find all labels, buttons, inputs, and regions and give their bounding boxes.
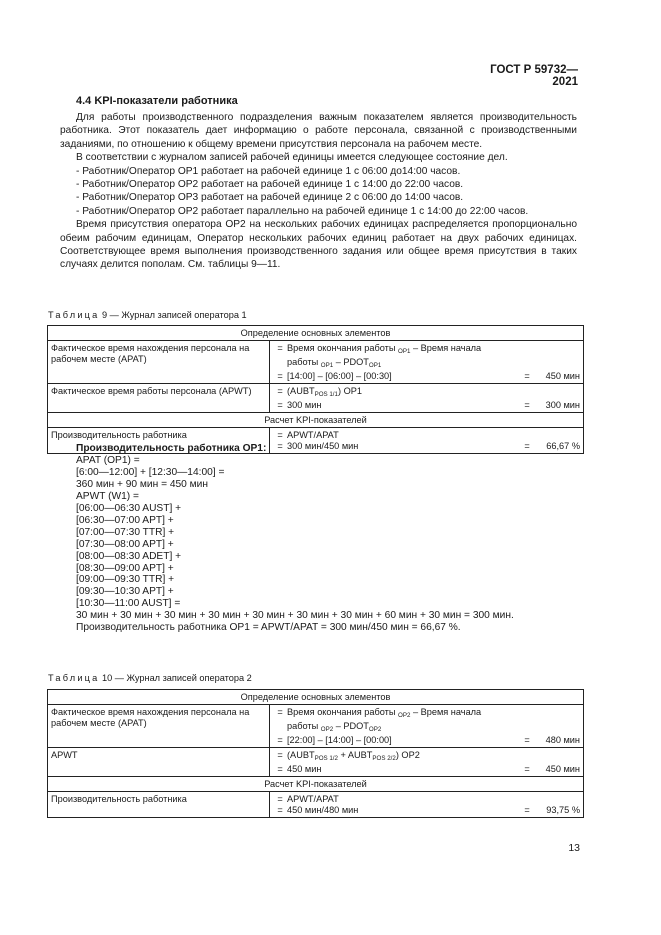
table-9-productivity-label: Производительность работника bbox=[48, 428, 270, 454]
caption-text: 9 — Журнал записей оператора 1 bbox=[102, 310, 247, 320]
caption-word: Таблица bbox=[48, 310, 100, 320]
list-item: - Работник/Оператор ОР2 работает на рабочей единице 1 с 14:00 до 22:00 часов. bbox=[76, 179, 464, 191]
table-10-productivity-value: 93,75 % bbox=[546, 805, 580, 815]
intro-paragraph-3: Время присутствия оператора ОР2 на нескольких рабочих единицах распределяется пропорционально обеим рабочим единицам, Оператор нескольких рабочих единиц работает на двух рабочих единицах. Соответствующее время выполнения производственного задания или общее время присутствия в таких случаях делится пополам. См. таблицы 9—11. bbox=[60, 219, 577, 271]
table-9-caption bbox=[48, 310, 247, 320]
table-9-apat-label: Фактическое время нахождения персонала на рабочем месте (APAT) bbox=[48, 341, 270, 384]
calc-line: [06:30—07:00 APT] + bbox=[76, 514, 174, 526]
table-10-productivity-formula: = APWT/APAT = 450 мин/480 мин = 93,75 % bbox=[270, 792, 584, 818]
caption-text: 10 — Журнал записей оператора 2 bbox=[102, 673, 252, 683]
calc-line: [6:00—12:00] + [12:30—14:00] = bbox=[76, 466, 225, 478]
table-10-apat-value: 480 мин bbox=[545, 735, 580, 745]
op1-calculation bbox=[76, 443, 514, 634]
list-item: - Работник/Оператор ОР3 работает на рабочей единице 2 с 06:00 до 14:00 часов. bbox=[76, 192, 464, 204]
calc-line: [09:00—09:30 TTR] + bbox=[76, 574, 175, 586]
table-9 bbox=[47, 325, 584, 454]
table-10-kpi-header: Расчет KPI-показателей bbox=[48, 777, 584, 792]
calc-line: [06:00—06:30 AUST] + bbox=[76, 502, 182, 514]
caption-word: Таблица bbox=[48, 673, 100, 683]
table-9-def-header: Определение основных элементов bbox=[48, 326, 584, 341]
table-9-apwt-value: 300 мин bbox=[545, 400, 580, 410]
table-10-caption bbox=[48, 673, 252, 683]
table-9-apwt-label: Фактическое время работы персонала (APWT) bbox=[48, 384, 270, 413]
calc-line: 30 мин + 30 мин + 30 мин + 30 мин + 30 мин + 30 мин + 30 мин + 60 мин + 30 мин = 300 мин. bbox=[76, 610, 514, 622]
table-10-apat-formula: = Время окончания работы $_{OP2}$ – Время начала работы $_{OP2} - PDOT_{OP2}$ = [22:00] – [14:00] – [00:00] = 480 мин bbox=[270, 705, 584, 748]
table-9-apwt-formula: = $(AUBT_{POS 1/1})$ OP1 = 300 мин = 300 мин bbox=[270, 384, 584, 413]
calc-line: [07:30—08:00 APT] + bbox=[76, 538, 174, 550]
table-9-apat-value: 450 мин bbox=[545, 371, 580, 381]
table-9-productivity-formula: = APWT/APAT = 300 мин/450 мин = 66,67 % bbox=[270, 428, 584, 454]
table-9-productivity-value: 66,67 % bbox=[546, 441, 580, 451]
table-9-apat-formula: = Время окончания работы $_{OP1}$ – Время начала работы $_{OP1} - PDOT_{OP1}$ = [14:00] – [06:00] – [00:30] = 450 мин bbox=[270, 341, 584, 384]
table-10-apwt-label: APWT bbox=[48, 748, 270, 777]
section-title: 4.4 KPI-показатели работника bbox=[76, 95, 238, 107]
list-item: - Работник/Оператор ОР2 работает параллельно на рабочей единице 1 с 14:00 до 22:00 часов. bbox=[76, 205, 529, 217]
table-10 bbox=[47, 689, 584, 818]
calc-line: APWT (W1) = bbox=[76, 490, 139, 502]
calc-line: [07:00—07:30 TTR] + bbox=[76, 526, 175, 538]
table-10-apat-label: Фактическое время нахождения персонала на рабочем месте (APAT) bbox=[48, 705, 270, 748]
calc-line: [09:30—10:30 APT] + bbox=[76, 586, 174, 598]
intro-paragraph-1: Для работы производственного подразделения важным показателем является производительность работника. Этот показатель дает информацию о работе персонала, связанной с производственными заданиями, по отношению к общему времени присутствия персонала на рабочем месте. bbox=[60, 112, 577, 150]
table-9-kpi-header: Расчет KPI-показателей bbox=[48, 413, 584, 428]
intro-text bbox=[60, 111, 577, 272]
calc-line: APAT (OP1) = bbox=[76, 454, 140, 466]
standard-designation: ГОСТ Р 59732—2021 bbox=[490, 64, 578, 88]
calc-line: [08:30—09:00 APT] + bbox=[76, 562, 174, 574]
list-item: - Работник/Оператор ОР1 работает на рабочей единице 1 с 06:00 до14:00 часов. bbox=[76, 165, 461, 177]
calc-line: [10:30—11:00 AUST] = bbox=[76, 598, 181, 610]
calc-result: Производительность работника OP1 = APWT/APAT = 300 мин/450 мин = 66,67 %. bbox=[76, 622, 461, 634]
intro-paragraph-2: В соответствии с журналом записей рабочей единицы имеется следующее состояние дел. bbox=[76, 152, 508, 164]
page-number: 13 bbox=[568, 842, 580, 854]
table-10-apwt-formula: = ($AUBT_{POS 1/2}$ + $AUBT_{POS 2/2}$) OP2 = 450 мин = 450 мин bbox=[270, 748, 584, 777]
calc-title: Производительность работника ОР1: bbox=[76, 443, 267, 454]
table-10-apwt-value: 450 мин bbox=[545, 764, 580, 774]
calc-line: [08:00—08:30 ADET] + bbox=[76, 550, 182, 562]
table-10-productivity-label: Производительность работника bbox=[48, 792, 270, 818]
table-10-def-header: Определение основных элементов bbox=[48, 690, 584, 705]
calc-line: 360 мин + 90 мин = 450 мин bbox=[76, 478, 208, 490]
